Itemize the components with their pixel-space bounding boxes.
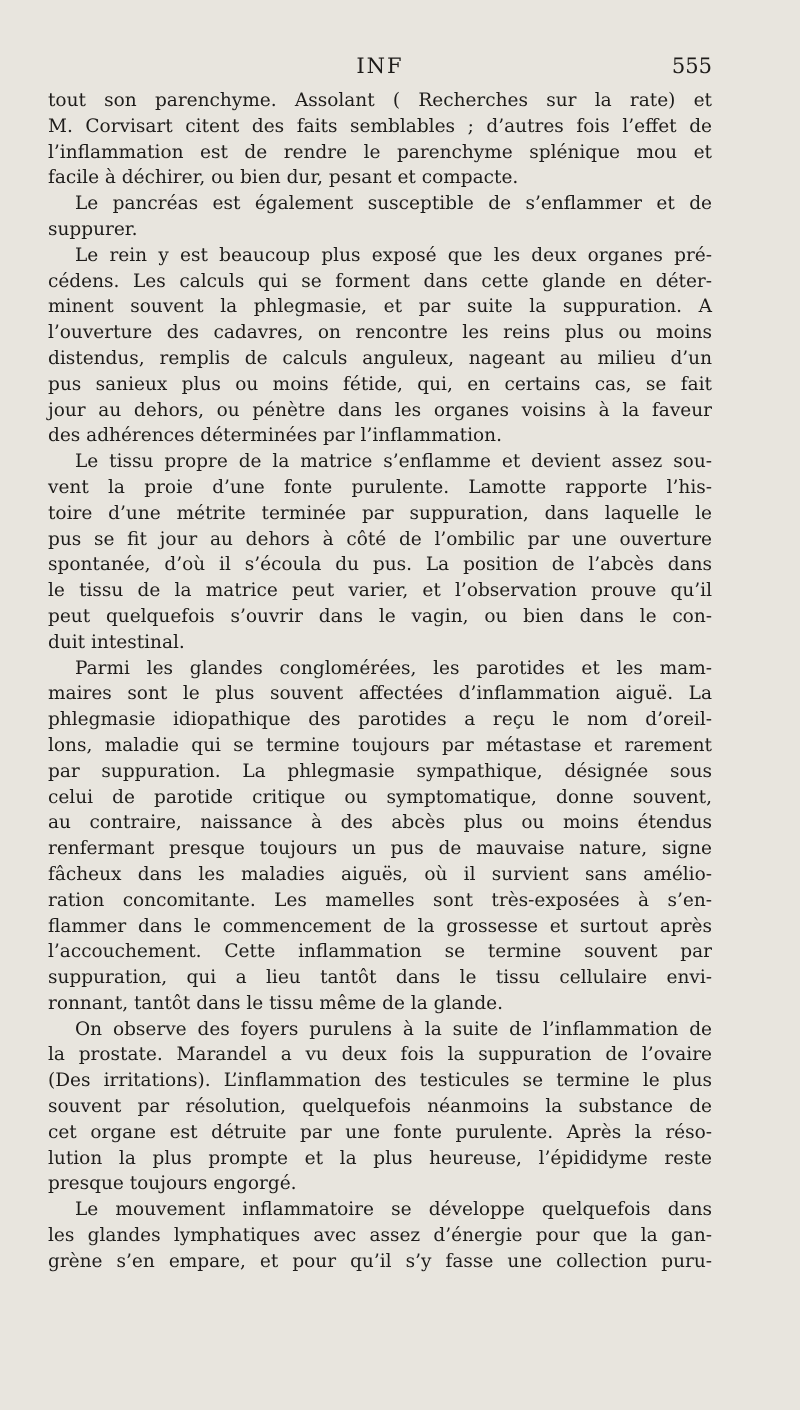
text-line: des adhérences déterminées par l’inflammation.: [48, 425, 502, 447]
text-line: facile à déchirer, ou bien dur, pesant et compacte.: [48, 167, 519, 189]
page-header: [48, 54, 712, 84]
text-line: l’inflammation est de rendre le parenchyme splénique mou et: [48, 141, 712, 163]
page-number: 555: [671, 54, 712, 78]
text-line: l’accouchement. Cette inflammation se termine souvent par: [48, 941, 712, 963]
text-line: presque toujours engorgé.: [48, 1173, 297, 1195]
paragraph: [48, 243, 712, 449]
text-line: l’ouverture des cadavres, on rencontre les reins plus ou moins: [48, 322, 712, 344]
text-line: lons, maladie qui se termine toujours par métastase et rarement: [48, 734, 712, 756]
text-line: souvent par résolution, quelquefois néanmoins la substance de: [48, 1096, 712, 1118]
text-line: peut quelquefois s’ouvrir dans le vagin, ou bien dans le con-: [48, 605, 712, 627]
text-line: par suppuration. La phlegmasie sympathique, désignée sous: [48, 760, 712, 782]
text-line: flammer dans le commencement de la grossesse et surtout après: [48, 915, 712, 937]
text-line: grène s’en empare, et pour qu’il s’y fasse une collection puru-: [48, 1250, 712, 1272]
text-line: (Des irritations). L’inflammation des testicules se termine le plus: [48, 1070, 712, 1092]
text-line: vent la proie d’une fonte purulente. Lamotte rapporte l’his-: [48, 476, 712, 498]
text-line: spontanée, d’où il s’écoula du pus. La position de l’abcès dans: [48, 554, 712, 576]
text-line: duit intestinal.: [48, 631, 185, 653]
text-line: phlegmasie idiopathique des parotides a reçu le nom d’oreil-: [48, 709, 712, 731]
text-line: la prostate. Marandel a vu deux fois la suppuration de l’ovaire: [48, 1044, 712, 1066]
paragraph: [48, 656, 712, 1017]
text-line: maires sont le plus souvent affectées d’inflammation aiguë. La: [48, 683, 712, 705]
text-line: jour au dehors, ou pénètre dans les organes voisins à la faveur: [48, 399, 712, 421]
text-line: ronnant, tantôt dans le tissu même de la glande.: [48, 992, 503, 1014]
text-line: Le mouvement inflammatoire se développe quelquefois dans: [75, 1199, 712, 1221]
text-line: On observe des foyers purulens à la suite de l’inflammation de: [75, 1018, 712, 1040]
text-line: renfermant presque toujours un pus de mauvaise nature, signe: [48, 838, 712, 860]
paragraph: [48, 449, 712, 655]
text-line: ration concomitante. Les mamelles sont très-exposées à s’en-: [48, 889, 712, 911]
text-line: pus sanieux plus ou moins fétide, qui, en certains cas, se fait: [48, 373, 712, 395]
text-line: toire d’une métrite terminée par suppuration, dans laquelle le: [48, 502, 712, 524]
text-line: Le pancréas est également susceptible de s’enflammer et de: [75, 193, 712, 215]
text-line: pus se fit jour au dehors à côté de l’ombilic par une ouverture: [48, 528, 712, 550]
text-line: tout son parenchyme. Assolant ( Recherches sur la rate) et: [48, 90, 712, 111]
text-line: Le tissu propre de la matrice s’enflamme et devient assez sou-: [75, 451, 712, 473]
text-line: lution la plus prompte et la plus heureuse, l’épididyme reste: [48, 1147, 712, 1169]
text-line: distendus, remplis de calculs anguleux, nageant au milieu d’un: [48, 347, 712, 369]
paragraph: [48, 191, 712, 243]
text-line: cédens. Les calculs qui se forment dans cette glande en déter-: [48, 270, 712, 292]
text-line: suppuration, qui a lieu tantôt dans le tissu cellulaire envi-: [48, 967, 712, 989]
text-line: Le rein y est beaucoup plus exposé que les deux organes pré-: [75, 244, 712, 266]
running-head: INF: [356, 54, 404, 78]
text-line: M. Corvisart citent des faits semblables ; d’autres fois l’effet de: [48, 115, 712, 137]
paragraph: [48, 1017, 712, 1198]
text-line: minent souvent la phlegmasie, et par suite la suppuration. A: [48, 296, 712, 318]
text-line: Parmi les glandes conglomérées, les parotides et les mam-: [75, 657, 712, 679]
text-line: fâcheux dans les maladies aiguës, où il survient sans amélio-: [48, 863, 712, 885]
paragraph: [48, 88, 712, 191]
text-line: au contraire, naissance à des abcès plus ou moins étendus: [48, 812, 712, 834]
text-line: cet organe est détruite par une fonte purulente. Après la réso-: [48, 1121, 712, 1143]
text-line: celui de parotide critique ou symptomatique, donne souvent,: [48, 786, 712, 808]
text-line: suppurer.: [48, 218, 138, 240]
text-line: le tissu de la matrice peut varier, et l’observation prouve qu’il: [48, 580, 712, 602]
text-line: les glandes lymphatiques avec assez d’énergie pour que la gan-: [48, 1225, 712, 1247]
paragraph: [48, 1197, 712, 1274]
body-text: [48, 88, 712, 1275]
